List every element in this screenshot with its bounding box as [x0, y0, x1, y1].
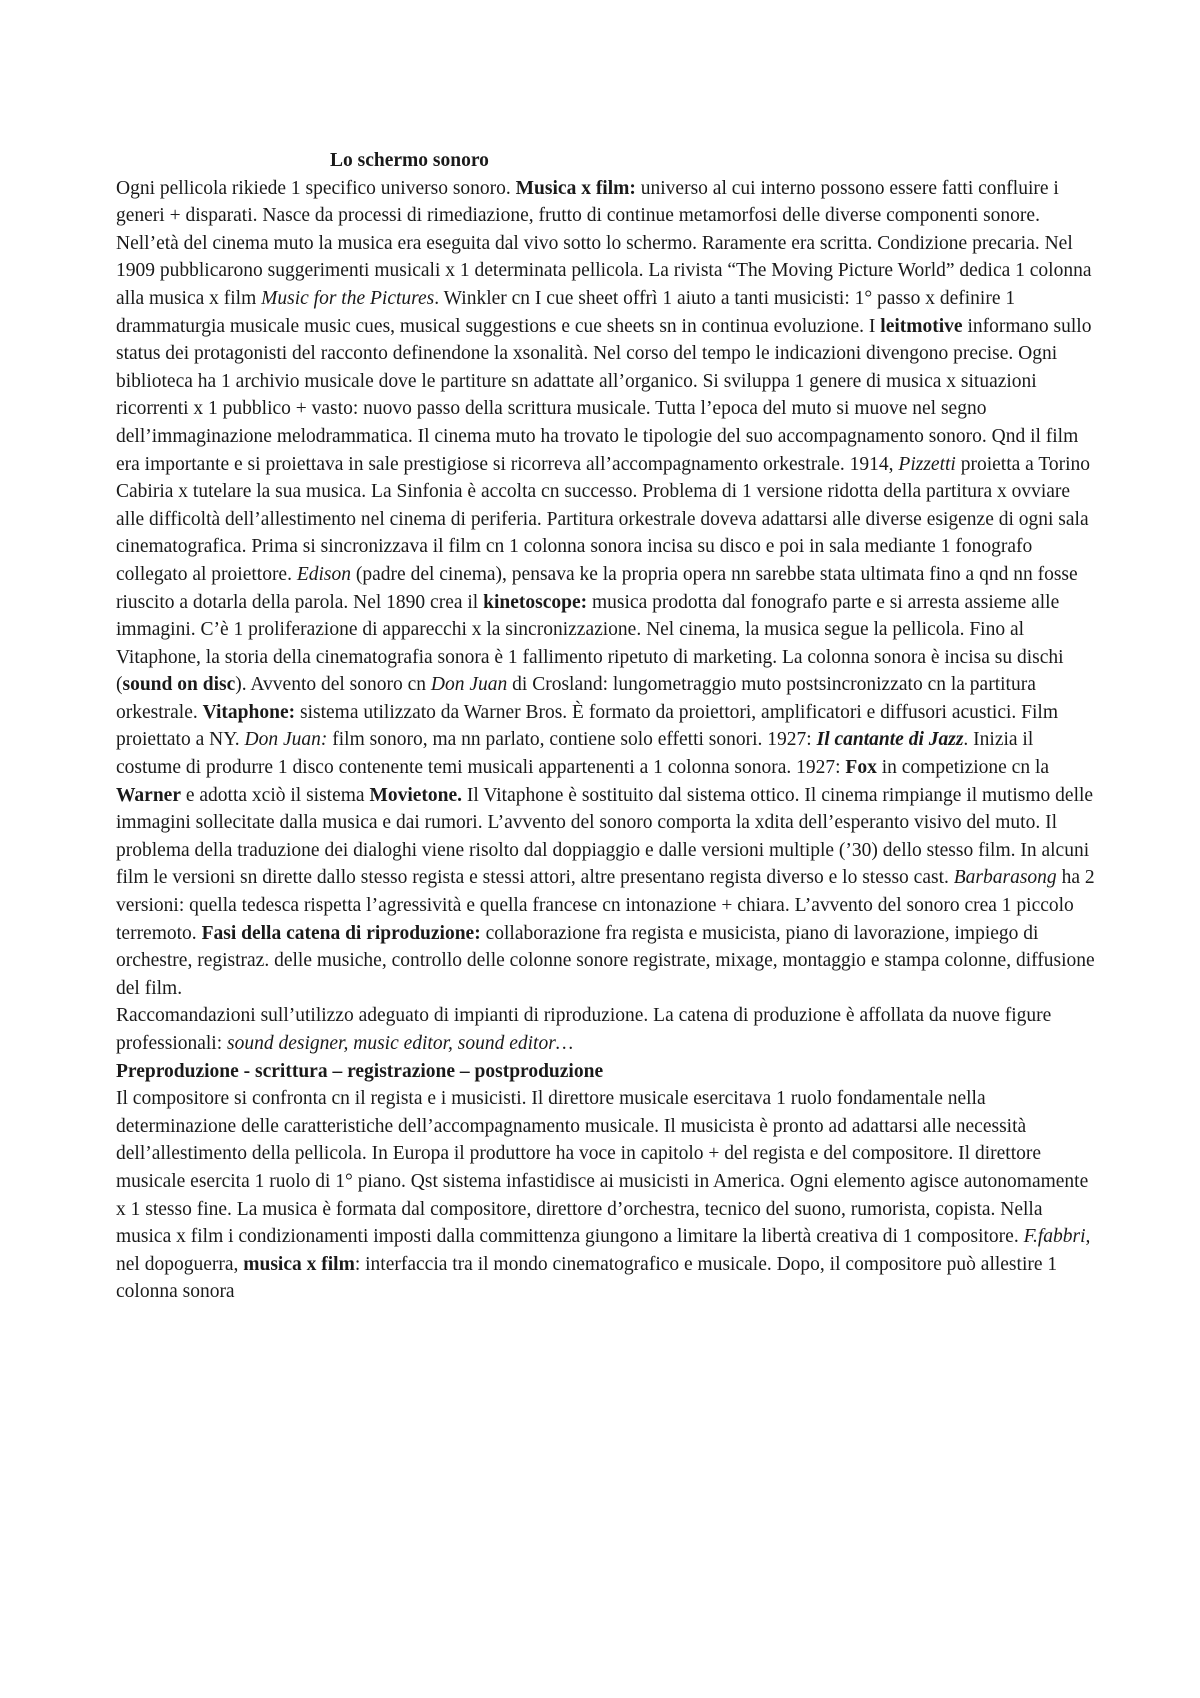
- italic-term: Pizzetti: [898, 453, 956, 475]
- bold-term: Vitaphone:: [202, 701, 296, 723]
- bold-term: kinetoscope:: [483, 591, 588, 613]
- document-page: [116, 147, 1096, 1306]
- italic-term: F.fabbri,: [1023, 1226, 1091, 1248]
- text-run: (padre del cinema), pensava ke la propria opera nn sarebbe stata ultimata fino a qnd nn fosse riuscito a dotarla della parola. Nel 1890 crea il: [116, 563, 1078, 613]
- italic-term: Barbarasong: [953, 867, 1057, 889]
- text-run: Nell’età del cinema muto la musica era eseguita dal vivo sotto lo schermo. Raramente era scritta. Condizione precaria. Nel 1909 pubblicarono suggerimenti musicali x 1 determinata pellicola. La rivista “The Moving Picture World” dedica 1 colonna alla musica x film: [116, 232, 1092, 309]
- text-run: Il Vitaphone è sostituito dal sistema ottico. Il cinema rimpiange il mutismo delle immagini sollecitate dalla musica e dai rumori. L’avvento del sonoro comporta la xdita dell’esperanto visivo del muto. Il problema della traduzione dei dialoghi viene risolto dal doppiaggio e dalle versioni multiple (’30) dello stesso film. In alcuni film le versioni sn dirette dallo stesso regista e stessi attori, altre presentano regista diverso e lo stesso cast.: [116, 784, 1094, 889]
- paragraph-raccomandazioni: [116, 1002, 1096, 1057]
- text-run: nel dopoguerra,: [116, 1253, 244, 1275]
- paragraph-compositore: [116, 1085, 1096, 1306]
- text-run: universo al cui interno possono essere fatti confluire i generi + disparati. Nasce da processi di rimediazione, frutto di continue metamorfosi delle diverse componenti sonore.: [116, 177, 1059, 227]
- text-run: Ogni pellicola rikiede 1 specifico universo sonoro.: [116, 177, 516, 199]
- text-run: proietta a Torino Cabiria x tutelare la sua musica. La Sinfonia è accolta cn successo. Problema di 1 versione ridotta della partitura x ovviare alle difficoltà dell’allestimento nel cinema di periferia. Partitura orkestrale doveva adattarsi alle diverse esigenze di ogni sala cinematografica. Prima si sincronizzava il film cn 1 colonna sonora incisa su disco e poi in sala mediante 1 fonografo collegato al proiettore.: [116, 453, 1091, 585]
- bold-term: Movietone.: [369, 784, 463, 806]
- bold-term: sound on disc: [122, 674, 236, 696]
- text-run: musica prodotta dal fonografo parte e si arresta assieme alle immagini. C’è 1 proliferazione di apparecchi x la sincronizzazione. Nel cinema, la musica segue la pellicola. Fino al Vitaphone, la storia della cinematografia sonora è 1 fallimento ripetuto di marketing. La colonna sonora è incisa su dischi (: [116, 591, 1064, 696]
- bold-term: leitmotive: [880, 315, 963, 337]
- bold-term: Fox: [845, 757, 877, 779]
- text-run: film sonoro, ma nn parlato, contiene solo effetti sonori. 1927:: [327, 729, 817, 751]
- text-run: e adotta xciò il sistema: [180, 784, 370, 806]
- text-run: ). Avvento del sonoro cn: [235, 674, 431, 696]
- text-run: . Inizia il costume di produrre 1 disco contenente temi musicali appartenenti a 1 colonna sonora. 1927:: [116, 729, 1034, 779]
- text-run: sistema utilizzato da Warner Bros. È formato da proiettori, amplificatori e diffusori acustici. Film proiettato a NY.: [116, 701, 1058, 751]
- italic-term: sound designer, music editor, sound editor…: [227, 1033, 574, 1054]
- italic-term: Edison: [296, 563, 352, 585]
- text-run: ha 2 versioni: quella tedesca rispetta l’agressività e quella francese cn intonazione + chiara. L’avvento del sonoro crea 1 piccolo terremoto.: [116, 867, 1095, 944]
- text-run: . Winkler cn I cue sheet offrì 1 aiuto a tanti musicisti: 1° passo x definire 1 drammaturgia musicale music cues, musical suggestions e cue sheets sn in continua evoluzione. I: [116, 287, 1016, 337]
- text-run: collaborazione fra regista e musicista, piano di lavorazione, impiego di orchestre, registraz. delle musiche, controllo delle colonne sonore registrate, mixage, montaggio e stampa colonne, diffusione del film.: [116, 922, 1095, 999]
- bold-italic-term: Il cantante di Jazz: [816, 729, 964, 751]
- text-run: Raccomandazioni sull’utilizzo adeguato di impianti di riproduzione. La catena di produzione è affollata da nuove figure professionali:: [116, 1005, 1052, 1054]
- page-title: Lo schermo sonoro: [330, 150, 489, 171]
- bold-term: Fasi della catena di riproduzione:: [201, 922, 481, 944]
- paragraph-intro: [116, 175, 1096, 230]
- italic-term: Don Juan:: [244, 729, 328, 751]
- bold-term: musica x film: [243, 1253, 355, 1275]
- paragraph-cinema-muto: [116, 230, 1096, 1003]
- italic-term: Don Juan: [430, 674, 508, 696]
- text-run: di Crosland: lungometraggio muto postsincronizzato cn la partitura orkestrale.: [116, 674, 1036, 723]
- section-subheading: Preproduzione - scrittura – registrazione – postproduzione: [116, 1060, 604, 1082]
- italic-term: Music for the Pictures: [261, 287, 435, 309]
- bold-term: Musica x film:: [515, 177, 636, 199]
- text-run: informano sullo status dei protagonisti del racconto definendone la xsonalità. Nel corso del tempo le indicazioni divengono precise. Ogni biblioteca ha 1 archivio musicale dove le partiture sn adattate all’organico. Si sviluppa 1 genere di musica x situazioni ricorrenti x 1 pubblico + vasto: nuovo passo della scrittura musicale. Tutta l’epoca del muto si muove nel segno dell’immaginazione melodrammatica. Il cinema muto ha trovato le tipologie del suo accompagnamento sonoro. Qnd il film era importante e si proiettava in sale prestigiose si ricorreva all’accompagnamento orkestrale. 1914,: [116, 315, 1092, 475]
- text-run: : interfaccia tra il mondo cinematografico e musicale. Dopo, il compositore può allestire 1 colonna sonora: [116, 1253, 1058, 1303]
- bold-term: Warner: [116, 784, 181, 806]
- text-run: Il compositore si confronta cn il regista e i musicisti. Il direttore musicale esercitava 1 ruolo fondamentale nella determinazione delle caratteristiche dell’accompagnamento musicale. Il musicista è pronto ad adattarsi alle necessità dell’allestimento della pellicola. In Europa il produttore ha voce in capitolo + del regista e del compositore. Il direttore musicale esercita 1 ruolo di 1° piano. Qst sistema infastidisce ai musicisti in America. Ogni elemento agisce autonomamente x 1 stesso fine. La musica è formata dal compositore, direttore d’orchestra, tecnico del suono, rumorista, copista. Nella musica x film i condizionamenti imposti dalla committenza giungono a limitare la libertà creativa di 1 compositore.: [116, 1088, 1089, 1248]
- text-run: in competizione cn la: [876, 757, 1050, 779]
